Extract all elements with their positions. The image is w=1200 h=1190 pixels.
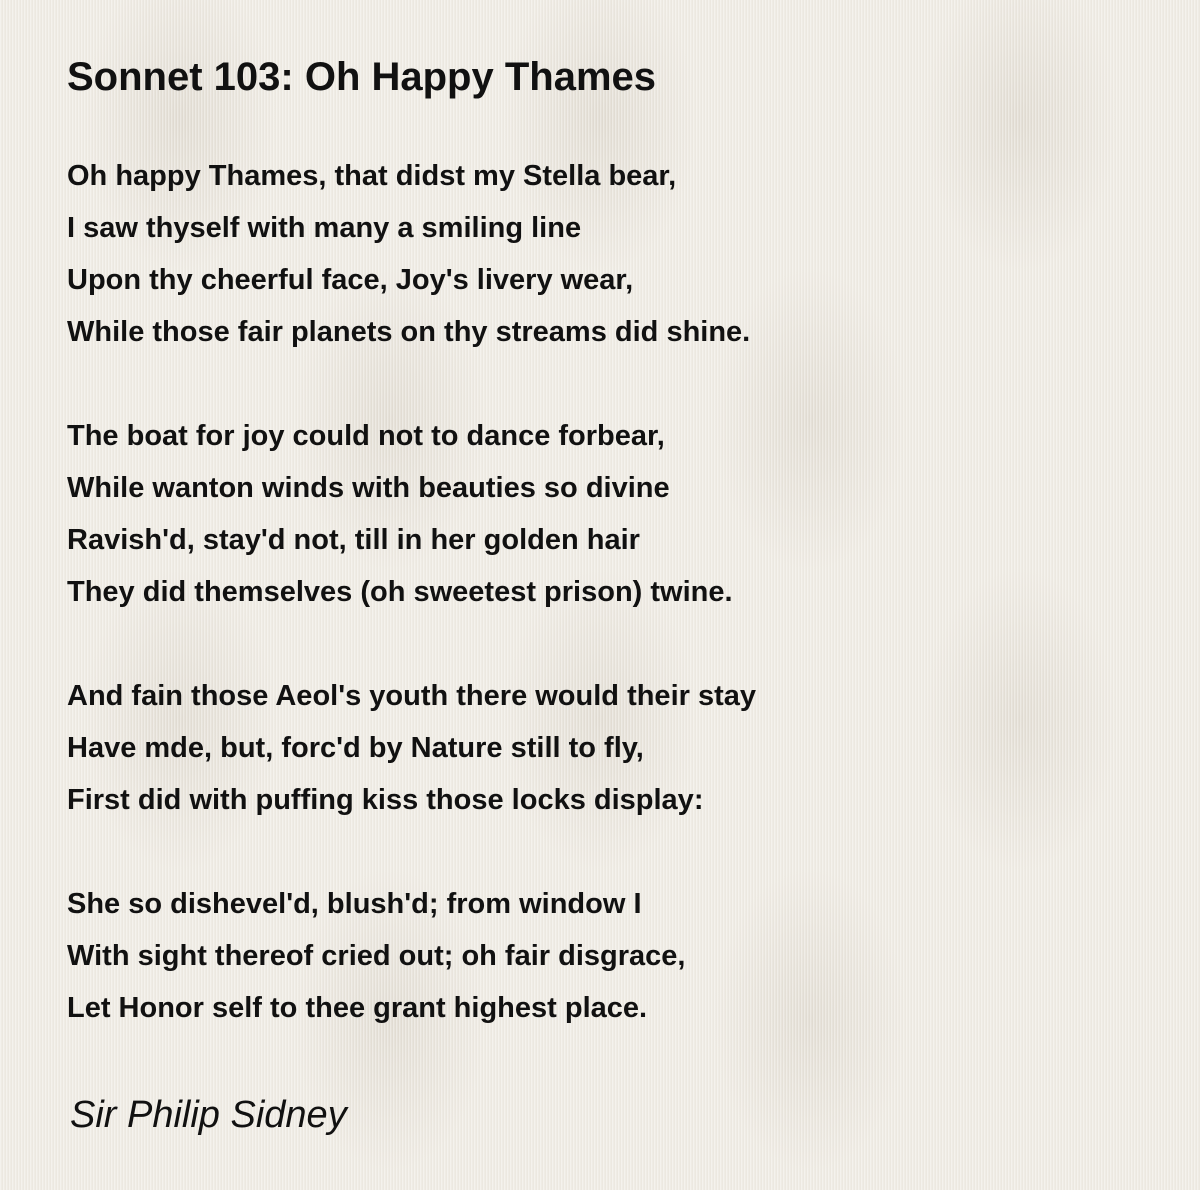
stanza-1 [67,150,756,358]
poem-line: The boat for joy could not to dance forbear, [67,420,665,452]
stanza-2 [67,410,756,618]
poem-line: With sight thereof cried out; oh fair disgrace, [67,940,686,972]
poem-author: Sir Philip Sidney [70,1094,347,1136]
poem-line: Let Honor self to thee grant highest place. [67,992,648,1024]
poem-body [67,150,756,1086]
poem-line: I saw thyself with many a smiling line [67,212,582,244]
poem-line: Ravish'd, stay'd not, till in her golden hair [67,524,640,556]
poem-line: Oh happy Thames, that didst my Stella bear, [67,160,677,192]
poem-title: Sonnet 103: Oh Happy Thames [67,55,657,99]
poem-line: While wanton winds with beauties so divine [67,472,670,504]
poem-line: Have mde, but, forc'd by Nature still to fly, [67,732,644,764]
poem-line: She so dishevel'd, blush'd; from window I [67,888,642,920]
poem-line: First did with puffing kiss those locks display: [67,784,704,816]
poem-line: They did themselves (oh sweetest prison) twine. [67,576,733,608]
poem-line: While those fair planets on thy streams did shine. [67,316,751,348]
poem-line: And fain those Aeol's youth there would their stay [67,680,757,712]
stanza-4 [67,878,756,1034]
poem-line: Upon thy cheerful face, Joy's livery wear, [67,264,634,296]
stanza-3 [67,670,756,826]
